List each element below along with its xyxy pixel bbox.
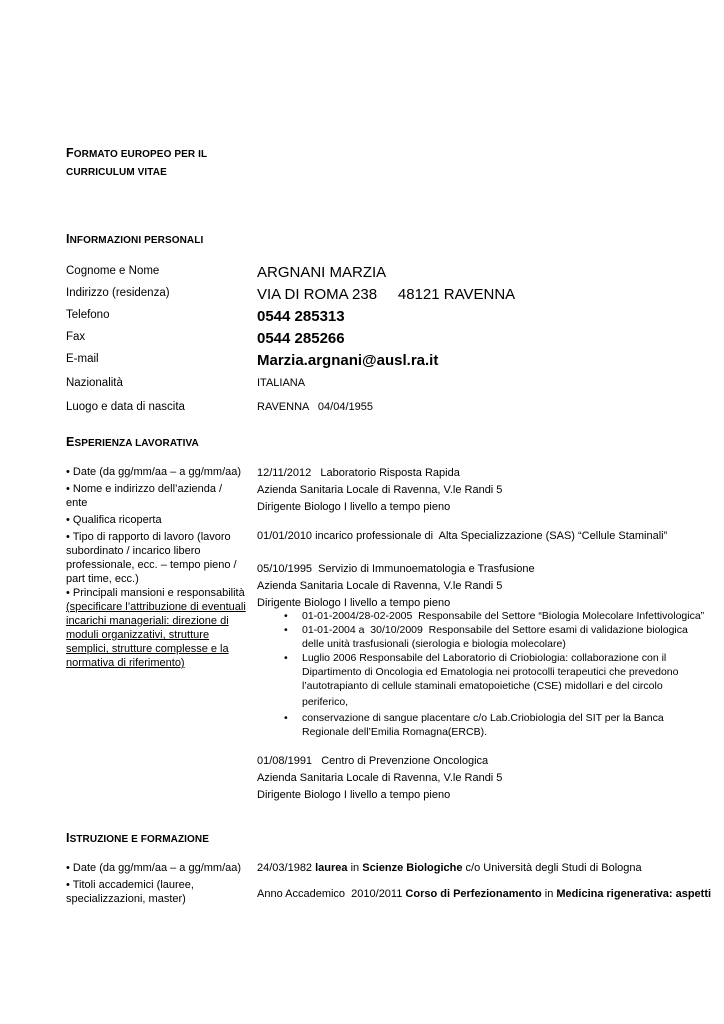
value-email: Marzia.argnani@ausl.ra.it <box>257 352 439 369</box>
bullet-item-3-line1: • Luglio 2006 Responsabile del Laboratorio di Criobiologia: collaborazione con il <box>302 652 667 664</box>
value-phone: 0544 285313 <box>257 308 345 325</box>
section-heading-education <box>66 831 209 845</box>
label-work-tipo-3: professionale, ecc. – tempo pieno / <box>66 559 237 571</box>
bullet-item-1-line1: • 01-01-2004/28-02-2005 Responsabile del Settore “Biologia Molecolare Infettivologica” <box>302 610 705 622</box>
work-labels <box>66 465 246 670</box>
bullet-item-3-line4: periferico, <box>302 696 349 708</box>
education-entry-2 <box>257 888 711 900</box>
bullet-item-3-line2: Dipartimento di Oncologia ed Ematologia nei protocolli terapeutici che prevedono <box>302 666 679 678</box>
edu-2-in: in <box>541 888 557 900</box>
education-entry-1 <box>257 862 642 874</box>
label-work-mansioni-5: semplici, strutture complesse e la <box>66 643 229 655</box>
edu-1-date: 24/03/1982 <box>257 862 316 874</box>
bullet-item-2 <box>284 623 694 651</box>
section-heading-education-text <box>66 831 209 845</box>
section-heading-education-text-initial: I <box>66 831 70 845</box>
bullet-item-2-line1: • 01-01-2004 a 30/10/2009 Responsabile del Settore esami di validazione biologica <box>302 624 688 636</box>
label-phone: Telefono <box>66 309 110 321</box>
label-nationality: Nazionalità <box>66 377 123 389</box>
work-entry-4-line1: 01/08/1991 Centro di Prevenzione Oncologica <box>257 755 489 767</box>
section-heading-education-text-rest: STRUZIONE E FORMAZIONE <box>69 834 209 845</box>
edu-1-laurea: laurea <box>315 862 348 874</box>
label-work-mansioni-1: • Principali mansioni e responsabilità <box>66 587 245 599</box>
cv-title-line1 <box>66 144 207 164</box>
bullet-item-1 <box>284 609 705 623</box>
label-work-mansioni-2: (specificare l’attribuzione di eventuali <box>66 601 246 613</box>
cv-title-line1-initial: F <box>66 146 74 160</box>
work-entry-4 <box>257 753 502 804</box>
work-entry-3-line3: Dirigente Biologo I livello a tempo pieno <box>257 597 451 609</box>
edu-2-medicina: Medicina rigenerativa: aspetti <box>556 888 712 900</box>
section-heading-work-text-initial: E <box>66 435 75 449</box>
edu-1-in: in <box>347 862 363 874</box>
label-email: E-mail <box>66 353 99 365</box>
work-entry-1 <box>257 465 502 516</box>
section-heading-personal <box>66 232 203 246</box>
label-work-mansioni-6: normativa di riferimento) <box>66 657 185 669</box>
edu-1-scienze: Scienze Biologiche <box>362 862 463 874</box>
work-entry-3-line1: 05/10/1995 Servizio di Immunoematologia e Trasfusione <box>257 563 535 575</box>
section-heading-personal-text-rest: NFORMAZIONI PERSONALI <box>69 235 204 246</box>
value-name: ARGNANI MARZIA <box>257 264 387 281</box>
bullet-item-4 <box>284 711 694 739</box>
bullet-item-4-line1: • conservazione di sangue placentare c/o Lab.Criobiologia del SIT per la Banca <box>302 712 664 724</box>
work-entry-2 <box>257 529 667 543</box>
section-heading-work-text <box>66 435 199 449</box>
label-work-mansioni-4: moduli organizzativi, strutture <box>66 629 210 641</box>
label-name: Cognome e Nome <box>66 265 160 277</box>
label-edu-titoli-2: specializzazioni, master) <box>66 893 186 905</box>
work-entry-1-line3: Dirigente Biologo I livello a tempo pieno <box>257 501 451 513</box>
value-address: VIA DI ROMA 238 48121 RAVENNA <box>257 286 516 303</box>
edu-2-prefix: Anno Accademico 2010/2011 <box>257 888 406 900</box>
label-edu-titoli-1: • Titoli accademici (lauree, <box>66 879 194 891</box>
value-fax: 0544 285266 <box>257 330 345 347</box>
label-work-qualifica: • Qualifica ricoperta <box>66 514 162 526</box>
work-entry-3-line2: Azienda Sanitaria Locale di Ravenna, V.le Randi 5 <box>257 580 503 592</box>
education-labels <box>66 861 251 906</box>
work-entry-3 <box>257 561 687 612</box>
work-entry-2-line1: 01/01/2010 incarico professionale di Alta Specializzazione (SAS) “Cellule Staminali” <box>257 530 668 542</box>
label-work-tipo-4: part time, ecc.) <box>66 573 139 585</box>
label-work-tipo-1: • Tipo di rapporto di lavoro (lavoro <box>66 531 231 543</box>
label-fax: Fax <box>66 331 86 343</box>
work-entry-1-line2: Azienda Sanitaria Locale di Ravenna, V.le Randi 5 <box>257 484 503 496</box>
label-edu-dates: • Date (da gg/mm/aa – a gg/mm/aa) <box>66 862 242 874</box>
section-heading-personal-text-initial: I <box>66 232 70 246</box>
section-heading-work-text-rest: SPERIENZA LAVORATIVA <box>74 438 199 449</box>
cv-title-line2: CURRICULUM VITAE <box>66 167 167 178</box>
work-entry-4-line3: Dirigente Biologo I livello a tempo pieno <box>257 789 451 801</box>
label-work-tipo-2: subordinato / incarico libero <box>66 545 201 557</box>
label-birth: Luogo e data di nascita <box>66 401 185 413</box>
bullet-item-3-line3: l’autotrapianto di cellule staminali ematopoietiche (CSE) midollari e del circolo <box>302 680 663 692</box>
section-heading-work <box>66 435 199 449</box>
work-entry-3-bullets <box>284 609 705 739</box>
work-entry-4-line2: Azienda Sanitaria Locale di Ravenna, V.le Randi 5 <box>257 772 503 784</box>
cv-title <box>66 144 207 182</box>
section-heading-personal-text <box>66 232 204 246</box>
cv-title-line1-rest: ORMATO EUROPEO PER IL <box>73 149 208 160</box>
label-work-dates: • Date (da gg/mm/aa – a gg/mm/aa) <box>66 466 242 478</box>
bullet-item-3 <box>284 651 694 711</box>
edu-1-rest: c/o Università degli Studi di Bologna <box>462 862 642 874</box>
work-entry-1-line1: 12/11/2012 Laboratorio Risposta Rapida <box>257 467 460 479</box>
label-work-employer: • Nome e indirizzo dell’azienda / ente <box>66 483 223 509</box>
bullet-item-4-line2: Regionale dell’Emilia Romagna(ERCB). <box>302 726 487 738</box>
edu-2-corso: Corso di Perfezionamento <box>405 888 542 900</box>
bullet-item-2-line2: delle unità trasfusionali (sierologia e biologia molecolare) <box>302 638 566 650</box>
label-address: Indirizzo (residenza) <box>66 287 170 299</box>
value-birth: RAVENNA 04/04/1955 <box>257 401 373 413</box>
label-work-mansioni-3: incarichi manageriali: direzione di <box>66 615 229 627</box>
value-nationality: ITALIANA <box>257 377 306 389</box>
